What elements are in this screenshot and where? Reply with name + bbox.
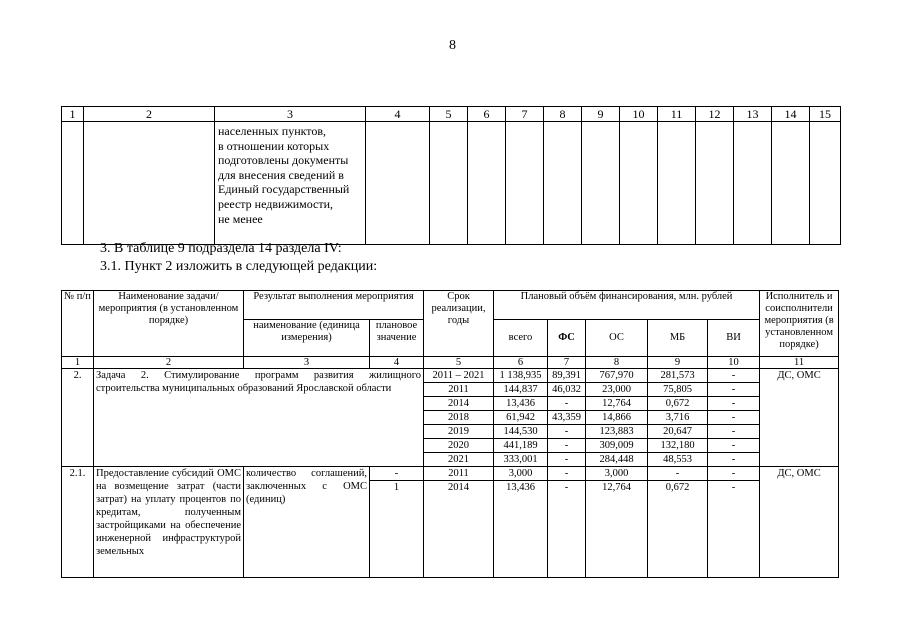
col-header: 6 <box>468 107 506 122</box>
header-term: Срок реализации, годы <box>424 291 494 357</box>
item-num: 2.1. <box>62 467 94 578</box>
header-row <box>62 291 839 320</box>
col-header: 7 <box>506 107 544 122</box>
header-executor: Исполнитель и соисполнители мероприятия (в установленном порядке) <box>760 291 839 357</box>
table-row: 2011 144,837 46,032 23,000 75,805 - <box>62 383 839 397</box>
table-row: 2019 144,530 - 123,883 20,647 - <box>62 425 839 439</box>
header-fs: ФС <box>548 320 586 357</box>
table-row: 2014 13,436 - 12,764 0,672 - <box>62 397 839 411</box>
header-financing: Плановый объём финансирования, млн. рублей <box>494 291 760 320</box>
item-executor: ДС, ОМС <box>760 467 839 578</box>
table-row <box>62 122 841 245</box>
col-header: 13 <box>734 107 772 122</box>
table-row: 2021 333,001 - 284,448 48,553 - <box>62 453 839 467</box>
col-header: 1 <box>62 107 84 122</box>
header-name: Наименование задачи/мероприятия (в установленном порядке) <box>94 291 244 357</box>
column-number-row: 1 2 3 4 5 6 7 8 9 10 11 <box>62 357 839 369</box>
task-num: 2. <box>62 369 94 467</box>
page-number: 8 <box>449 38 456 53</box>
header-result: Результат выполнения мероприятия <box>244 291 424 320</box>
table-row: 2020 441,189 - 309,009 132,180 - <box>62 439 839 453</box>
col-header: 12 <box>696 107 734 122</box>
header-mb: МБ <box>648 320 708 357</box>
table-row: 2018 61,942 43,359 14,866 3,716 - <box>62 411 839 425</box>
header-num: № п/п <box>62 291 94 357</box>
col-header: 11 <box>658 107 696 122</box>
col-header: 9 <box>582 107 620 122</box>
col-header: 4 <box>366 107 430 122</box>
header-result-plan: плановое значение <box>370 320 424 357</box>
task-name: Задача 2. Стимулирование программ развития жилищного строительства муниципальных образований Ярославской области <box>94 369 424 467</box>
table-9 <box>61 290 839 578</box>
table-row: 2.1. Предоставление субсидий ОМС на возмещение затрат (части затрат) на уплату процентов по кредитам, полученным застройщиками на обеспечение инженерной инфраструктурой земельных количество соглашений, заключенных с ОМС (единиц) - 2011 3,000 - 3,000 - - ДС, ОМС <box>62 467 839 481</box>
indicator-text: населенных пунктов, в отношении которых подготовлены документы для внесения сведений в Единый государственный реестр недвижимости, не менее <box>215 122 366 245</box>
item-result-name: количество соглашений, заключенных с ОМС (единиц) <box>244 467 370 578</box>
col-header: 3 <box>215 107 366 122</box>
col-header: 15 <box>810 107 841 122</box>
col-header: 5 <box>430 107 468 122</box>
header-os: ОС <box>586 320 648 357</box>
table-continuation <box>61 106 841 245</box>
table-row: 2. Задача 2. Стимулирование программ развития жилищного строительства муниципальных образований Ярославской области 2011 – 2021 1 138,935 89,391 767,970 281,573 - ДС, ОМС <box>62 369 839 383</box>
paragraph-3: 3. В таблице 9 подраздела 14 раздела IV: <box>100 241 342 256</box>
header-result-name: наименование (единица измерения) <box>244 320 370 357</box>
paragraph-3-1: 3.1. Пункт 2 изложить в следующей редакции: <box>100 259 378 274</box>
header-total: всего <box>494 320 548 357</box>
col-header: 10 <box>620 107 658 122</box>
col-header: 8 <box>544 107 582 122</box>
table-row: 1 2014 13,436 - 12,764 0,672 - <box>62 481 839 578</box>
header-vi: ВИ <box>708 320 760 357</box>
table-header-row <box>62 107 841 122</box>
col-header: 2 <box>84 107 215 122</box>
item-name: Предоставление субсидий ОМС на возмещение затрат (части затрат) на уплату процентов по кредитам, полученным застройщиками на обеспечение инженерной инфраструктурой земельных <box>94 467 244 578</box>
task-executor: ДС, ОМС <box>760 369 839 467</box>
col-header: 14 <box>772 107 810 122</box>
